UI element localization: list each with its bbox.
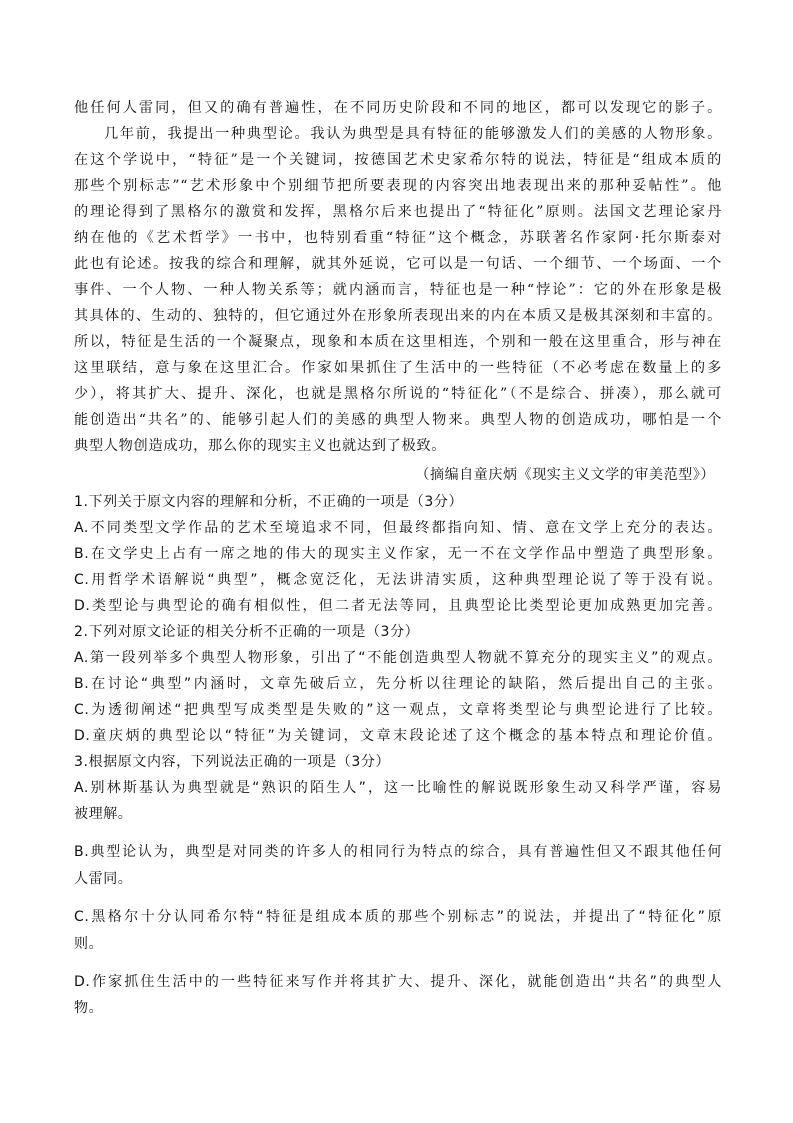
option-a: A.别林斯基认为典型就是“熟识的陌生人”，这一比喻性的解说既形象生动又科学严谨，容易 [74, 780, 722, 796]
article-line: 能创造出“共名”的、能够引起人们的美感的典型人物来。典型人物的创造成功，哪怕是一个 [74, 412, 722, 428]
option-d-continued: 物。 [74, 1000, 104, 1016]
option-c-continued: 则。 [74, 936, 104, 952]
option-c: C.用哲学术语解说“典型”，概念宽泛化，无法讲清实质，这种典型理论说了等于没有说。 [74, 572, 722, 588]
article-line: 的理论得到了黑格尔的激赏和发挥，黑格尔后来也提出了“特征化”原则。法国文艺理论家丹 [74, 204, 722, 220]
option-c: C.黑格尔十分认同希尔特“特征是组成本质的那些个别标志”的说法，并提出了“特征化”原 [74, 909, 722, 925]
article-line: 所以，特征是生活的一个凝聚点，现象和本质在这里相连，个别和一般在这里重合，形与神在 [74, 334, 722, 350]
option-b: B.在讨论“典型”内涵时，文章先破后立，先分析以往理论的缺陷，然后提出自己的主张。 [74, 676, 722, 692]
article-line: 其具体的、生动的、独特的，但它通过外在形象所表现出来的内在本质又是极其深刻和丰富的。 [74, 308, 722, 324]
option-b: B.在文学史上占有一席之地的伟大的现实主义作家，无一不在文学作品中塑造了典型形象。 [74, 546, 722, 562]
question-stem: 3.根据原文内容，下列说法正确的一项是（3分） [74, 754, 391, 770]
option-a: A.不同类型文学作品的艺术至境追求不同，但最终都指向知、情、意在文学上充分的表达。 [74, 520, 722, 536]
question-stem: 1.下列关于原文内容的理解和分析，不正确的一项是（3分） [74, 494, 464, 510]
article-line: 那些个别标志”“艺术形象中个别细节把所要表现的内容突出地表现出来的那种妥帖性”。他 [74, 178, 722, 194]
article-line: 他任何人雷同，但又的确有普遍性，在不同历史阶段和不同的地区，都可以发现它的影子。 [74, 100, 722, 116]
option-c: C.为透彻阐述“把典型写成类型是失败的”这一观点，文章将类型论与典型论进行了比较。 [74, 702, 722, 718]
option-a-continued: 被理解。 [74, 806, 133, 822]
article-line: 事件、一个人物、一种人物关系等；就内涵而言，特征也是一种“悖论”：它的外在形象是极 [74, 282, 722, 298]
option-d: D.作家抓住生活中的一些特征来写作并将其扩大、提升、深化，就能创造出“共名”的典型人 [74, 974, 722, 990]
option-a: A.第一段列举多个典型人物形象，引出了“不能创造典型人物就不算充分的现实主义”的观点。 [74, 650, 722, 666]
option-d: D.类型论与典型论的确有相似性，但二者无法等同，且典型论比类型论更加成熟更加完善。 [74, 598, 722, 614]
article-line: 在这个学说中，“特征”是一个关键词，按德国艺术史家希尔特的说法，特征是“组成本质的 [74, 152, 722, 168]
article-line: 此也有论述。按我的综合和理解，就其外延说，它可以是一句话、一个细节、一个场面、一个 [74, 256, 722, 272]
question-stem: 2.下列对原文论证的相关分析不正确的一项是（3分） [74, 624, 420, 640]
article-line: 这里联结，意与象在这里汇合。作家如果抓住了生活中的一些特征（不必考虑在数量上的多 [74, 360, 722, 376]
option-b: B.典型论认为，典型是对同类的许多人的相同行为特点的综合，具有普遍性但又不跟其他任何 [74, 844, 722, 860]
article-source: （摘编自童庆炳《现实主义文学的审美范型》） [415, 467, 715, 483]
article-line: 少），将其扩大、提升、深化，也就是黑格尔所说的“特征化”（不是综合、拼凑），那么就可 [74, 386, 722, 402]
article-line: 典型人物创造成功，那么你的现实主义也就达到了极致。 [74, 438, 447, 454]
option-b-continued: 人雷同。 [74, 871, 133, 887]
article-paragraph-start: 几年前，我提出一种典型论。我认为典型是具有特征的能够激发人们的美感的人物形象。 [104, 126, 722, 142]
article-line: 纳在他的《艺术哲学》一书中，也特别看重“特征”这个概念，苏联著名作家阿·托尔斯泰对 [74, 230, 722, 246]
option-d: D.童庆炳的典型论以“特征”为关键词，文章末段论述了这个概念的基本特点和理论价值。 [74, 728, 722, 744]
